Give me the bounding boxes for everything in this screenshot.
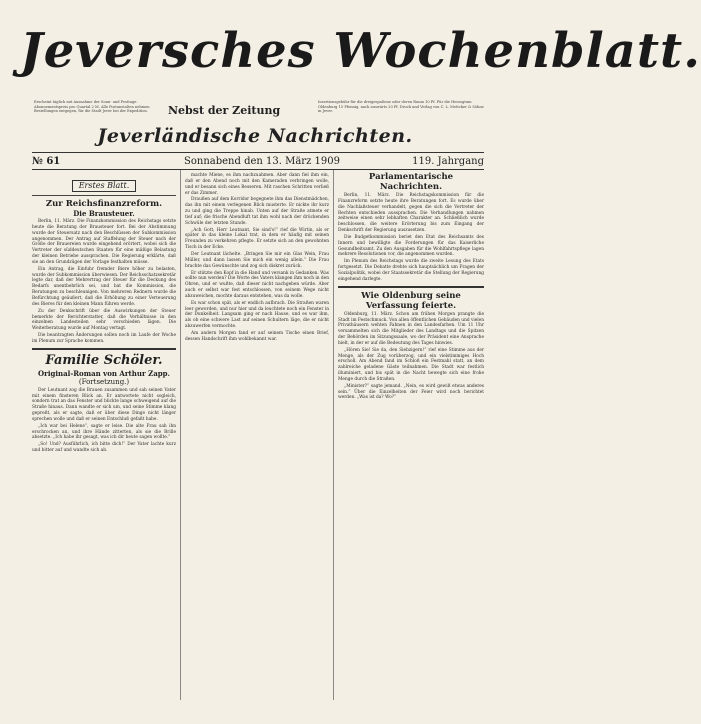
article-paragraph: „Minister?“ sagte jemand. „Nein, es wird gewiß etwas anderes sein.“ Über die Einzelheiten der Feier wird noch berichtet werden. „Was ist da? Wo?“ (338, 383, 484, 401)
article-paragraph: machte Miene, es ihm nachzuahmen. Aber dann fiel ihm ein, daß er den Abend noch mit den Kameraden verbringen wolle, und er besann sich eines Besseren. Mit raschen Schritten verließ er das Zimmer. (185, 173, 329, 196)
first-sheet-label: Erstes Blatt. (72, 180, 137, 192)
section-heading: Wie Oldenburg seine Verfassung feierte. (361, 290, 461, 311)
column-1 (32, 172, 176, 455)
article-paragraph: Es war schon spät, als er endlich aufbrach. Die Straßen waren leer geworden, und nur hier und da leuchtete noch ein Fenster in der Dunkelheit. Langsam ging er nach Hause, und es war ihm, als ob eine schwere Last auf seinen Schultern läge, die er nicht abzuwerfen vermochte. (185, 300, 329, 330)
article-paragraph: Im Plenum des Reichstags wurde die zweite Lesung des Etats fortgesetzt. Die Debatte drehte sich hauptsächlich um Fragen der Sozialpolitik, wobei der Staatssekretär die Stellung der Regierung eingehend darlegte. (338, 259, 484, 282)
top-rule (32, 152, 484, 153)
feuilleton-author: Original-Roman von Arthur Zapp. (38, 368, 170, 378)
volume-year: 119. Jahrgang (412, 156, 484, 167)
feuilleton-title: Familie Schöler. (45, 352, 163, 368)
article-heading: Zur Reichsfinanzreform. (45, 199, 163, 209)
article-paragraph: Die Budgetkommission beriet den Etat des Reichsamts des Innern und bewilligte die Forderungen für das Kaiserliche Gesundheitsamt. Zu den Ausgaben für die Wohlfahrtspflege lagen mehrere Resolutionen vor, die angenommen wurden. (338, 234, 484, 258)
column-3 (338, 172, 484, 402)
issue-number: № 61 (32, 156, 61, 167)
article-paragraph: Ein Antrag, die Einfuhr fremder Biere höher zu belasten, wurde der Subkommission überwiesen. Der Reichsschatzsekretär legte dar, daß der Mehrertrag der Steuer für die Deckung des Bedarfs unentbehrlich sei, und bat die Kommission, die Beratungen zu beschleunigen. Von mehreren Rednern wurde die Befürchtung geäußert, daß die Erhöhung zu einer Verteuerung des Bieres für den kleinen Mann führen werde. (32, 266, 176, 307)
advert-info: Insertionsgebühr für die dreigespaltene oder deren Raum 10 Pf. Für die Herzogtum Oldenburg 15 Pfennig, nach auswärts 20 Pf. Druck und Verlag von C. L. Mettcker & Söhne in Jever. (318, 100, 484, 114)
story-paragraph: „Ich war bei Helene“, sagte er leise. Die alte Frau sah ihn erschrocken an, und ihre Hände zitterten, als sie die Brille absetzte. „Ich habe ihr gesagt, was ich dir heute sagen wollte.“ (32, 423, 176, 441)
article-paragraph: Berlin, 11. März. Die Reichstagskommission für die Finanzreform setzte heute ihre Beratungen fort. Es wurde über die Nachlaßsteuer verhandelt, gegen die sich die Vertreter der Rechten entschieden aussprachen. Die Verhandlungen nahmen zeitweise einen sehr lebhaften Charakter an. Schließlich wurde beschlossen, die weitere Erörterung bis zum Eingang der Denkschrift der Regierung auszusetzen. (338, 193, 484, 234)
subhead-row (34, 100, 482, 122)
issue-date: Sonnabend den 13. März 1909 (184, 156, 340, 167)
article-paragraph: Berlin, 11. März. Die Finanzkommission des Reichstags setzte heute die Beratung der Brausteuer fort. Bei der Abstimmung wurde der Steuersatz nach den Beschlüssen der Subkommission angenommen. Der Antrag auf Staffelung der Steuer nach der Größe der Brauereien wurde eingehend erörtert, wobei sich die Vertreter der süddeutschen Staaten für eine mäßige Belastung der kleinen Betriebe aussprachen. Die Regierung erklärte, daß sie an den Grundzügen der Vorlage festhalten müsse. (32, 219, 176, 265)
story-paragraph: Der Leutnant zog die Brauen zusammen und sah seinen Vater mit einem finsteren Blick an. Er antwortete nicht sogleich, sondern trat an das Fenster und blickte lange schweigend auf die Straße hinaus. Dann wandte er sich um, und seine Stimme klang gepreßt, als er sagte, daß er über diese Dinge nicht länger sprechen wolle und daß er seinen Entschluß gefaßt habe. (32, 387, 176, 422)
article-paragraph: Draußen auf dem Korridor begegnete ihm das Dienstmädchen, das ihn mit einem verlegenen Blick musterte. Er nickte ihr kurz zu und ging die Treppe hinab. Unten auf der Straße atmete er tief auf; die frische Abendluft tat ihm wohl nach der drückenden Schwüle der letzten Stunde. (185, 197, 329, 226)
column-divider (180, 170, 181, 700)
nebst-label: Nebst der Zeitung (168, 104, 281, 117)
article-paragraph: „Ach Gott, Herr Leutnant, Sie sind's!“ rief die Wirtin, als er später in das kleine Lokal trat, in dem er häufig mit seinen Freunden zu verkehren pflegte. Er setzte sich an den gewohnten Tisch in der Ecke. (185, 227, 329, 251)
column-divider (333, 170, 334, 700)
article-paragraph: Der Leutnant lächelte. „Bringen Sie mir ein Glas Wein, Frau Müller, und dann lassen Sie mich ein wenig allein.“ Die Frau brachte das Gewünschte und zog sich diskret zurück. (185, 251, 329, 269)
section-heading: Parlamentarische Nachrichten. (368, 172, 454, 192)
article-paragraph: Oldenburg, 11. März. Schon am frühen Morgen prangte die Stadt im Festschmuck. Von allen öffentlichen Gebäuden und vielen Privathäusern wehten Fahnen in den Landesfarben. Um 11 Uhr versammelten sich die Mitglieder des Landtags und die Spitzen der Behörden im Sitzungssaale, wo der Präsident eine Ansprache hielt, in der er auf die Bedeutung des Tages hinwies. (338, 311, 484, 346)
article-paragraph: Er stützte den Kopf in die Hand und versank in Gedanken. Was sollte nun werden? Die Worte des Vaters klangen ihm noch in den Ohren, und er wußte, daß dieser nicht nachgeben würde. Aber auch er selbst war fest entschlossen, von seinem Wege nicht abzuweichen, mochte daraus entstehen, was da wolle. (185, 270, 329, 299)
article-paragraph: Zu der Denkschrift über die Auswirkungen der Steuer bemerkte der Berichterstatter, daß die Verhältnisse in den einzelnen Landesteilen sehr verschieden lägen. Die Weiterberatung wurde auf Montag vertagt. (32, 308, 176, 332)
column-2 (185, 172, 329, 344)
continuation-note: (Fortsetzung.) (78, 377, 130, 386)
article-paragraph: „Hören Sie! Sie da, den Siebzigern!“ rief eine Stimme aus der Menge, als der Zug vorüberzog, und ein vielstimmiges Hoch erscholl. Am Abend fand im Schloß ein Festmahl statt, an dem zahlreiche geladene Gäste teilnahmen. Die Stadt war festlich illuminiert, und bis spät in die Nacht bewegte sich eine frohe Menge durch die Straßen. (338, 347, 484, 382)
masthead-title: Jeversches Wochenblatt. (20, 23, 701, 79)
article-paragraph: Die beantragten Änderungen sollen noch im Laufe der Woche im Plenum zur Sprache kommen. (32, 333, 176, 344)
masthead (20, 22, 701, 80)
subscription-info: Erscheint täglich mit Ausnahme der Sonn- und Festtage. Abonnementspreis pro Quartal 2 M. Alle Postanstalten nehmen Bestellungen entgegen, für die Stadt Jever bei der Expedition. (34, 100, 150, 114)
dateline (32, 156, 484, 170)
article-subheading: Die Brausteuer. (73, 209, 135, 218)
subtitle: Jeverländische Nachrichten. (97, 125, 413, 147)
article-paragraph: Am andern Morgen fand er auf seinem Tische einen Brief, dessen Handschrift ihm wohlbekannt war. (185, 330, 329, 342)
story-paragraph: „So! Und? Ausführlich, ich bitte dich!“ Der Vater lachte kurz und bitter auf und wandte sich ab. (32, 442, 176, 454)
bottom-rule (32, 169, 484, 170)
